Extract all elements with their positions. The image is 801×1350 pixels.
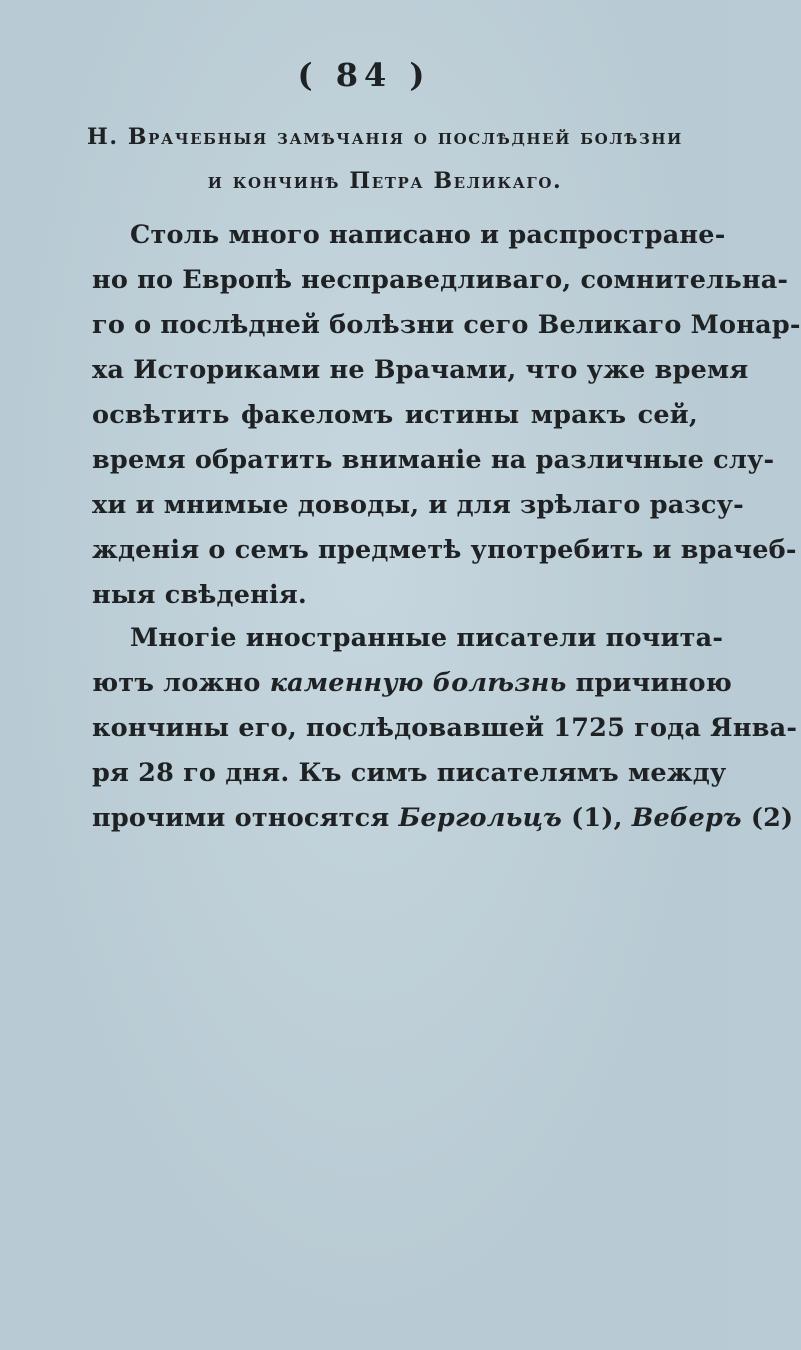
page-number: ( 84 )	[297, 56, 431, 94]
paragraph-2-line-4: ря 28 го дня. Къ симъ писателямъ между	[92, 758, 727, 788]
paragraph-1-line-4: ха Историками не Врачами, что уже время	[92, 355, 749, 385]
author-name: Бергольцъ	[398, 803, 563, 833]
paragraph-1-line-5: освѣтить факеломъ истины мракъ сей,	[92, 400, 698, 430]
paragraph-2-line-2: ютъ ложно каменную болѣзнь причиною	[92, 668, 733, 698]
paragraph-1-line-6: время обратить вниманіе на различные слу-	[92, 445, 775, 475]
section-heading-line-2: и кончинѣ Петра Великаго.	[207, 168, 563, 194]
section-heading-line-1: H. Врачебныя замѣчанія о послѣдней болѣзни	[87, 124, 683, 150]
paragraph-2-line-1: Многіе иностранные писатели почита-	[130, 623, 724, 653]
paragraph-1-line-9: ныя свѣденія.	[92, 580, 308, 610]
paragraph-1-line-8: жденія о семъ предметѣ употребить и врачеб-	[92, 535, 797, 565]
paragraph-2-line-3: кончины его, послѣдовавшей 1725 года Янва-	[92, 713, 798, 743]
italic-term: каменную болѣзнь	[269, 668, 567, 698]
paragraph-2-line-5: прочими относятся Бергольцъ (1), Веберъ (2)	[92, 803, 794, 833]
paragraph-1-line-2: но по Европѣ несправедливаго, сомнительна-	[92, 265, 789, 295]
paragraph-1-line-1: Столь много написано и распростране-	[130, 220, 726, 250]
paragraph-1-line-7: хи и мнимые доводы, и для зрѣлаго разсу-	[92, 490, 744, 520]
paragraph-1-line-3: го о послѣдней болѣзни сего Великаго Монар-	[92, 310, 801, 340]
author-name: Веберъ	[631, 803, 742, 833]
